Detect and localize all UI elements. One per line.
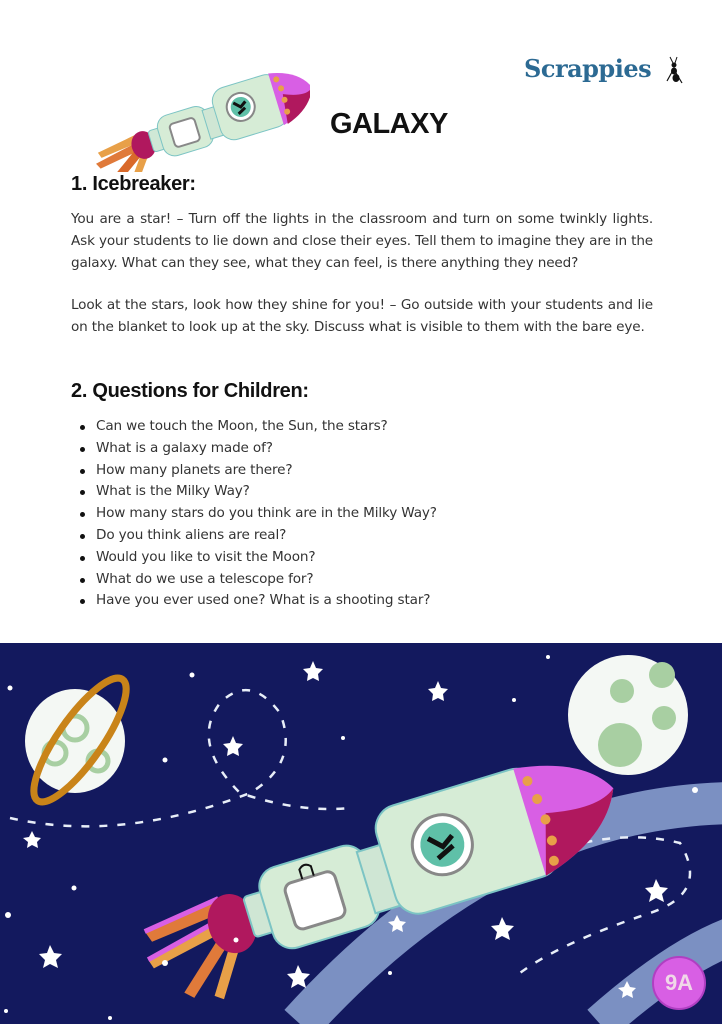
list-item: How many stars do you think are in the Milky Way? xyxy=(78,503,437,525)
list-item: What do we use a telescope for? xyxy=(78,569,437,591)
list-item: What is the Milky Way? xyxy=(78,481,437,503)
list-item: Can we touch the Moon, the Sun, the stars? xyxy=(78,416,437,438)
icebreaker-paragraph-2: Look at the stars, look how they shine for you! – Go outside with your students and lie on the blanket to look up at the sky. Discuss what is visible to them with the bare eye. xyxy=(71,297,653,335)
section-heading-icebreaker: 1. Icebreaker: xyxy=(71,173,196,195)
ringed-planet xyxy=(20,667,141,813)
list-item: How many planets are there? xyxy=(78,460,437,482)
moon xyxy=(568,655,688,775)
rocket xyxy=(126,742,639,1017)
list-item: Have you ever used one? What is a shooting star? xyxy=(78,590,437,612)
rocket-illustration-small xyxy=(70,52,310,172)
page-title: GALAXY xyxy=(330,108,448,140)
list-item: What is a galaxy made of? xyxy=(78,438,437,460)
list-item: Would you like to visit the Moon? xyxy=(78,547,437,569)
space-illustration xyxy=(0,643,722,1024)
page-number-badge: 9A xyxy=(652,956,706,1010)
ant-icon xyxy=(664,56,684,84)
brand-name: Scrappies xyxy=(524,54,652,83)
brand-logo xyxy=(524,52,684,88)
section-heading-questions: 2. Questions for Children: xyxy=(71,380,309,402)
list-item: Do you think aliens are real? xyxy=(78,525,437,547)
questions-list xyxy=(78,416,437,612)
icebreaker-paragraph-1: You are a star! – Turn off the lights in the classroom and turn on some twinkly lights. Ask your students to lie down and close their eyes. Tell them to imagine they are in the galaxy. What can they see, what they can feel, is there anything they need? xyxy=(71,211,653,271)
